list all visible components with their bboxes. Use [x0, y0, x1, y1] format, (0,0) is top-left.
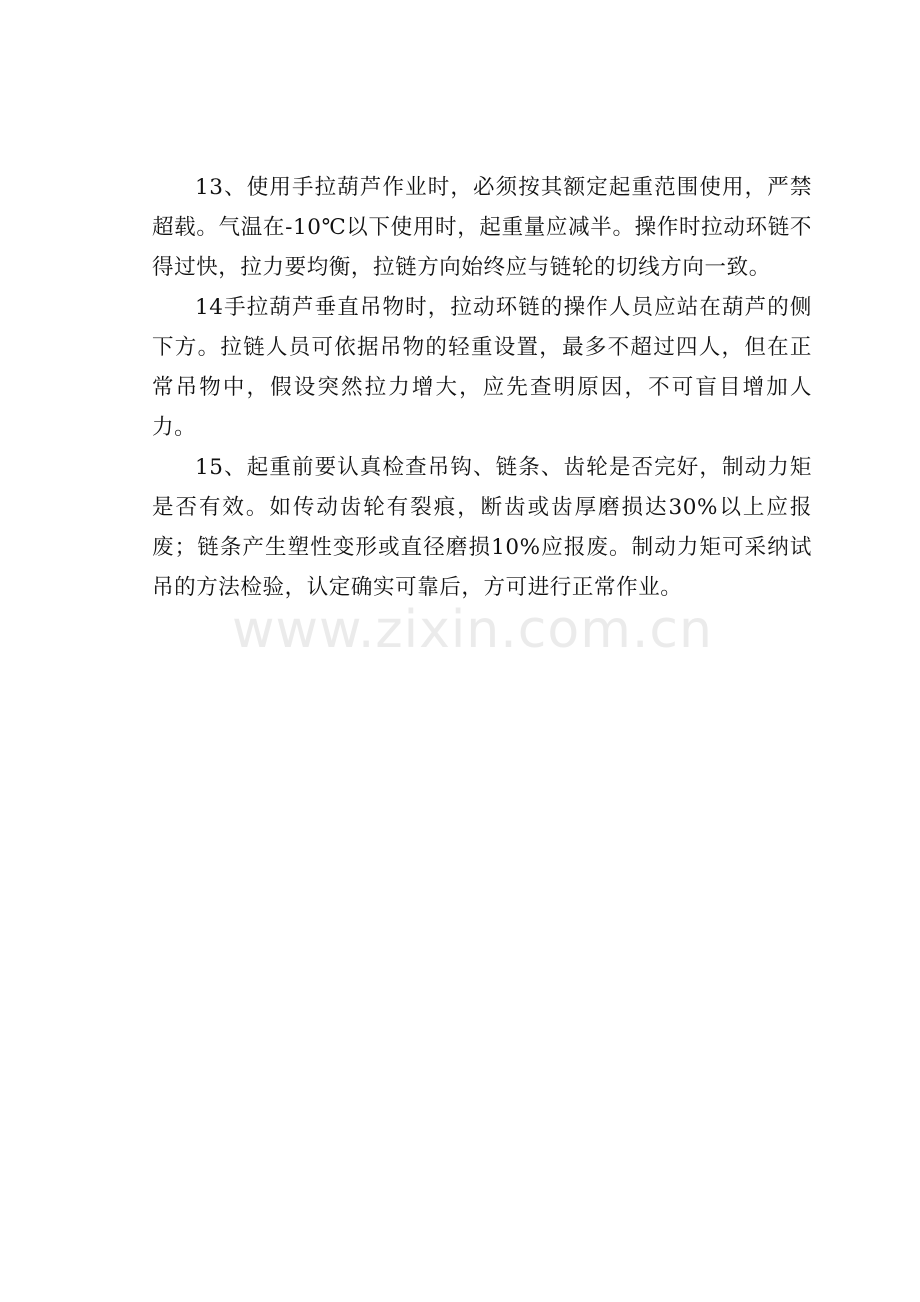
watermark: www.zixin.com.cn — [232, 600, 713, 660]
paragraph-13: 13、使用手拉葫芦作业时，必须按其额定起重范围使用，严禁超载。气温在-10℃以下使用时，起重量应减半。操作时拉动环链不得过快，拉力要均衡，拉链方向始终应与链轮的切线方向一致。 — [152, 175, 812, 280]
paragraph-14: 14手拉葫芦垂直吊物时，拉动环链的操作人员应站在葫芦的侧下方。拉链人员可依据吊物的轻重设置，最多不超过四人，但在正常吊物中，假设突然拉力增大，应先查明原因，不可盲目增加人力。 — [152, 295, 812, 440]
paragraph-15: 15、起重前要认真检查吊钩、链条、齿轮是否完好，制动力矩是否有效。如传动齿轮有裂痕，断齿或齿厚磨损达30%以上应报废；链条产生塑性变形或直径磨损10%应报废。制动力矩可采纳试吊的方法检验，认定确实可靠后，方可进行正常作业。 — [152, 455, 812, 600]
document-body — [152, 168, 812, 608]
